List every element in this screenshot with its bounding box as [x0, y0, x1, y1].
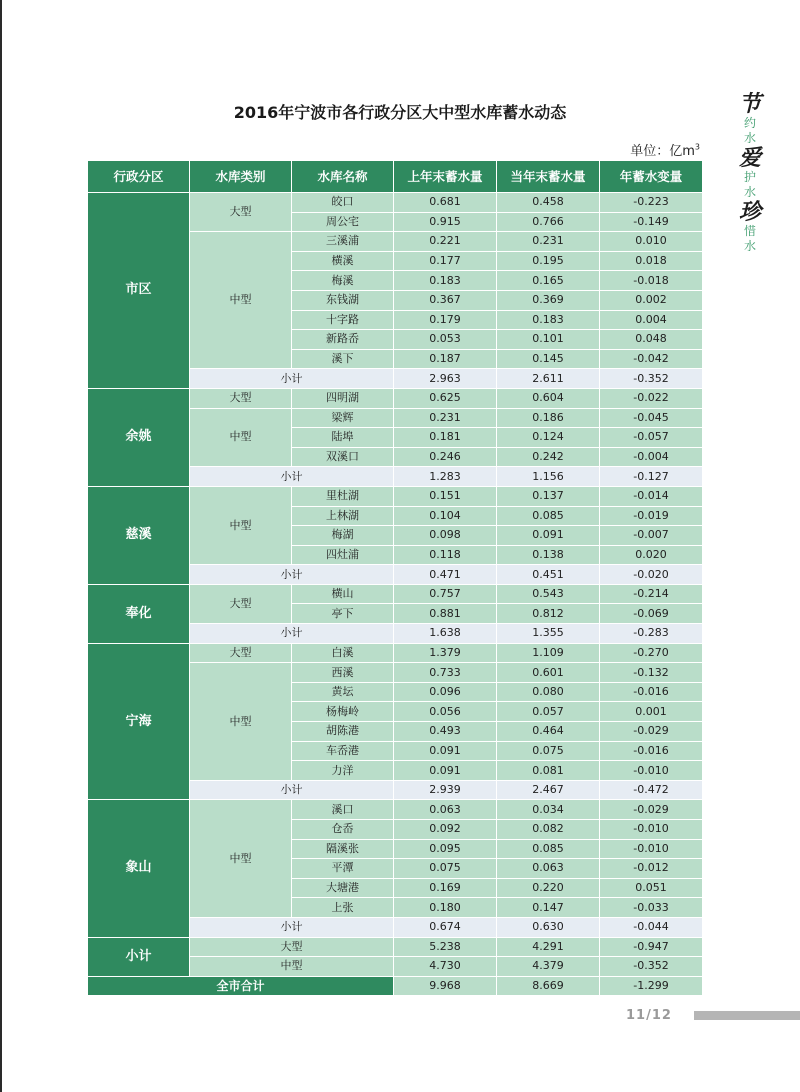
reservoir-name: 双溪口 [292, 447, 394, 467]
subtotal-label: 小计 [190, 780, 394, 800]
reservoir-name: 平潭 [292, 859, 394, 879]
subtotal-curr: 1.156 [497, 467, 600, 487]
prev-storage: 0.733 [394, 663, 497, 683]
curr-storage: 0.458 [497, 193, 600, 213]
reservoir-name: 周公宅 [292, 212, 394, 232]
reservoir-name: 力洋 [292, 761, 394, 781]
reservoir-name: 仓岙 [292, 820, 394, 840]
storage-change: -0.270 [600, 643, 703, 663]
slogan-char: 水 [743, 131, 756, 145]
prev-storage: 0.187 [394, 349, 497, 369]
reservoir-name: 横山 [292, 584, 394, 604]
prev-storage: 0.493 [394, 722, 497, 742]
subtotal-prev: 2.963 [394, 369, 497, 389]
subtotal-prev: 0.471 [394, 565, 497, 585]
subtotal-curr: 1.355 [497, 624, 600, 644]
storage-change: -0.016 [600, 682, 703, 702]
total-curr: 4.291 [497, 937, 600, 957]
category-cell: 大型 [190, 584, 292, 623]
reservoir-name: 白溪 [292, 643, 394, 663]
curr-storage: 0.085 [497, 506, 600, 526]
page-bar [694, 1011, 800, 1020]
storage-change: -0.029 [600, 800, 703, 820]
storage-change: 0.001 [600, 702, 703, 722]
reservoir-name: 黄坛 [292, 682, 394, 702]
storage-change: -0.132 [600, 663, 703, 683]
storage-change: -0.007 [600, 526, 703, 546]
curr-storage: 0.812 [497, 604, 600, 624]
slogan-char: 节 [738, 91, 761, 117]
subtotal-prev: 1.283 [394, 467, 497, 487]
prev-storage: 0.183 [394, 271, 497, 291]
category-cell: 大型 [190, 193, 292, 232]
curr-storage: 0.124 [497, 428, 600, 448]
storage-change: 0.002 [600, 290, 703, 310]
curr-storage: 0.101 [497, 330, 600, 350]
storage-change: -0.004 [600, 447, 703, 467]
subtotal-change: -0.283 [600, 624, 703, 644]
curr-storage: 0.195 [497, 251, 600, 271]
prev-storage: 0.053 [394, 330, 497, 350]
district-cell: 市区 [88, 193, 190, 389]
reservoir-name: 梅溪 [292, 271, 394, 291]
storage-change: -0.149 [600, 212, 703, 232]
page-title: 2016年宁波市各行政分区大中型水库蓄水动态 [233, 103, 567, 122]
reservoir-name: 梅湖 [292, 526, 394, 546]
reservoir-name: 皎口 [292, 193, 394, 213]
curr-storage: 0.063 [497, 859, 600, 879]
reservoir-name: 十字路 [292, 310, 394, 330]
reservoir-name: 横溪 [292, 251, 394, 271]
prev-storage: 0.181 [394, 428, 497, 448]
side-slogan [734, 92, 766, 254]
curr-storage: 0.075 [497, 741, 600, 761]
district-cell: 余姚 [88, 388, 190, 486]
slogan-char: 约 [743, 116, 756, 130]
slogan-char: 水 [743, 185, 756, 199]
table-row [88, 193, 703, 213]
prev-storage: 0.098 [394, 526, 497, 546]
grand-total-change: -1.299 [600, 976, 703, 996]
prev-storage: 0.092 [394, 820, 497, 840]
table-row [88, 388, 703, 408]
storage-change: -0.033 [600, 898, 703, 918]
curr-storage: 0.604 [497, 388, 600, 408]
slogan-char: 水 [743, 239, 756, 253]
subtotal-curr: 2.611 [497, 369, 600, 389]
prev-storage: 0.104 [394, 506, 497, 526]
district-cell: 宁海 [88, 643, 190, 800]
curr-storage: 0.766 [497, 212, 600, 232]
grand-total-prev: 9.968 [394, 976, 497, 996]
category-cell: 大型 [190, 643, 292, 663]
curr-storage: 0.165 [497, 271, 600, 291]
reservoir-name: 亭下 [292, 604, 394, 624]
prev-storage: 0.625 [394, 388, 497, 408]
prev-storage: 0.367 [394, 290, 497, 310]
category-cell: 中型 [190, 408, 292, 467]
storage-change: 0.010 [600, 232, 703, 252]
storage-change: -0.016 [600, 741, 703, 761]
prev-storage: 0.681 [394, 193, 497, 213]
header-curr-storage: 当年末蓄水量 [497, 161, 600, 193]
subtotal-label: 小计 [190, 917, 394, 937]
storage-change: -0.045 [600, 408, 703, 428]
category-cell: 中型 [190, 800, 292, 918]
header-change: 年蓄水变量 [600, 161, 703, 193]
total-section-cell: 小计 [88, 937, 190, 976]
total-change: -0.947 [600, 937, 703, 957]
total-prev: 4.730 [394, 957, 497, 977]
curr-storage: 0.543 [497, 584, 600, 604]
total-category: 大型 [190, 937, 394, 957]
reservoir-name: 四明湖 [292, 388, 394, 408]
curr-storage: 0.080 [497, 682, 600, 702]
slogan-char: 珍 [738, 199, 761, 225]
prev-storage: 0.095 [394, 839, 497, 859]
subtotal-change: -0.044 [600, 917, 703, 937]
subtotal-curr: 0.451 [497, 565, 600, 585]
category-cell: 中型 [190, 486, 292, 564]
reservoir-name: 新路岙 [292, 330, 394, 350]
left-page-rule [0, 0, 2, 1092]
page-number: 11/12 [626, 1008, 672, 1023]
prev-storage: 0.091 [394, 761, 497, 781]
slogan-char: 惜 [743, 224, 756, 238]
storage-change: -0.014 [600, 486, 703, 506]
curr-storage: 0.369 [497, 290, 600, 310]
prev-storage: 0.881 [394, 604, 497, 624]
subtotal-change: -0.472 [600, 780, 703, 800]
storage-change: -0.019 [600, 506, 703, 526]
reservoir-table [87, 160, 703, 996]
reservoir-name: 车岙港 [292, 741, 394, 761]
curr-storage: 0.601 [497, 663, 600, 683]
storage-change: -0.057 [600, 428, 703, 448]
reservoir-name: 梁辉 [292, 408, 394, 428]
storage-change: -0.022 [600, 388, 703, 408]
prev-storage: 0.056 [394, 702, 497, 722]
subtotal-prev: 0.674 [394, 917, 497, 937]
curr-storage: 0.220 [497, 878, 600, 898]
subtotal-change: -0.020 [600, 565, 703, 585]
storage-change: -0.010 [600, 839, 703, 859]
reservoir-name: 杨梅岭 [292, 702, 394, 722]
table-row [88, 584, 703, 604]
reservoir-name: 陆埠 [292, 428, 394, 448]
prev-storage: 0.221 [394, 232, 497, 252]
curr-storage: 0.242 [497, 447, 600, 467]
storage-change: -0.010 [600, 761, 703, 781]
subtotal-prev: 2.939 [394, 780, 497, 800]
curr-storage: 0.137 [497, 486, 600, 506]
reservoir-name: 隔溪张 [292, 839, 394, 859]
subtotal-prev: 1.638 [394, 624, 497, 644]
storage-change: 0.018 [600, 251, 703, 271]
storage-change: -0.214 [600, 584, 703, 604]
prev-storage: 0.118 [394, 545, 497, 565]
storage-change: 0.020 [600, 545, 703, 565]
grand-total-curr: 8.669 [497, 976, 600, 996]
curr-storage: 0.183 [497, 310, 600, 330]
storage-change: -0.029 [600, 722, 703, 742]
reservoir-name: 三溪浦 [292, 232, 394, 252]
reservoir-name: 西溪 [292, 663, 394, 683]
category-cell: 中型 [190, 663, 292, 781]
category-cell: 中型 [190, 232, 292, 369]
storage-change: 0.004 [600, 310, 703, 330]
reservoir-name: 里杜湖 [292, 486, 394, 506]
storage-change: -0.018 [600, 271, 703, 291]
prev-storage: 0.231 [394, 408, 497, 428]
prev-storage: 0.757 [394, 584, 497, 604]
prev-storage: 0.169 [394, 878, 497, 898]
prev-storage: 0.180 [394, 898, 497, 918]
curr-storage: 0.138 [497, 545, 600, 565]
reservoir-name: 溪口 [292, 800, 394, 820]
prev-storage: 1.379 [394, 643, 497, 663]
table-row [88, 643, 703, 663]
subtotal-label: 小计 [190, 467, 394, 487]
header-reservoir: 水库名称 [292, 161, 394, 193]
header-category: 水库类别 [190, 161, 292, 193]
prev-storage: 0.177 [394, 251, 497, 271]
curr-storage: 0.085 [497, 839, 600, 859]
subtotal-change: -0.127 [600, 467, 703, 487]
subtotal-label: 小计 [190, 565, 394, 585]
district-cell: 象山 [88, 800, 190, 937]
table-row [88, 486, 703, 506]
total-category: 中型 [190, 957, 394, 977]
reservoir-name: 溪下 [292, 349, 394, 369]
curr-storage: 1.109 [497, 643, 600, 663]
header-prev-storage: 上年末蓄水量 [394, 161, 497, 193]
storage-change: -0.223 [600, 193, 703, 213]
district-cell: 奉化 [88, 584, 190, 643]
prev-storage: 0.096 [394, 682, 497, 702]
district-cell: 慈溪 [88, 486, 190, 584]
curr-storage: 0.464 [497, 722, 600, 742]
total-change: -0.352 [600, 957, 703, 977]
storage-change: -0.012 [600, 859, 703, 879]
curr-storage: 0.145 [497, 349, 600, 369]
storage-change: -0.069 [600, 604, 703, 624]
subtotal-curr: 0.630 [497, 917, 600, 937]
reservoir-name: 上林湖 [292, 506, 394, 526]
curr-storage: 0.231 [497, 232, 600, 252]
prev-storage: 0.246 [394, 447, 497, 467]
curr-storage: 0.082 [497, 820, 600, 840]
reservoir-name: 四灶浦 [292, 545, 394, 565]
grand-total-row [88, 976, 703, 996]
curr-storage: 0.091 [497, 526, 600, 546]
table-header-row [88, 161, 703, 193]
curr-storage: 0.057 [497, 702, 600, 722]
subtotal-label: 小计 [190, 369, 394, 389]
prev-storage: 0.915 [394, 212, 497, 232]
unit-label: 单位：亿$m^3$ [630, 142, 700, 159]
total-prev: 5.238 [394, 937, 497, 957]
grand-total-label: 全市合计 [88, 976, 394, 996]
prev-storage: 0.063 [394, 800, 497, 820]
reservoir-name: 胡陈港 [292, 722, 394, 742]
curr-storage: 0.147 [497, 898, 600, 918]
category-cell: 大型 [190, 388, 292, 408]
storage-change: 0.048 [600, 330, 703, 350]
reservoir-name: 东钱湖 [292, 290, 394, 310]
prev-storage: 0.179 [394, 310, 497, 330]
table-row [88, 800, 703, 820]
prev-storage: 0.075 [394, 859, 497, 879]
subtotal-change: -0.352 [600, 369, 703, 389]
slogan-char: 爱 [738, 145, 761, 171]
prev-storage: 0.151 [394, 486, 497, 506]
header-district: 行政分区 [88, 161, 190, 193]
reservoir-name: 上张 [292, 898, 394, 918]
prev-storage: 0.091 [394, 741, 497, 761]
curr-storage: 0.186 [497, 408, 600, 428]
total-curr: 4.379 [497, 957, 600, 977]
total-row [88, 937, 703, 957]
subtotal-curr: 2.467 [497, 780, 600, 800]
curr-storage: 0.034 [497, 800, 600, 820]
storage-change: 0.051 [600, 878, 703, 898]
slogan-char: 护 [743, 170, 756, 184]
reservoir-name: 大塘港 [292, 878, 394, 898]
storage-change: -0.042 [600, 349, 703, 369]
storage-change: -0.010 [600, 820, 703, 840]
subtotal-label: 小计 [190, 624, 394, 644]
curr-storage: 0.081 [497, 761, 600, 781]
